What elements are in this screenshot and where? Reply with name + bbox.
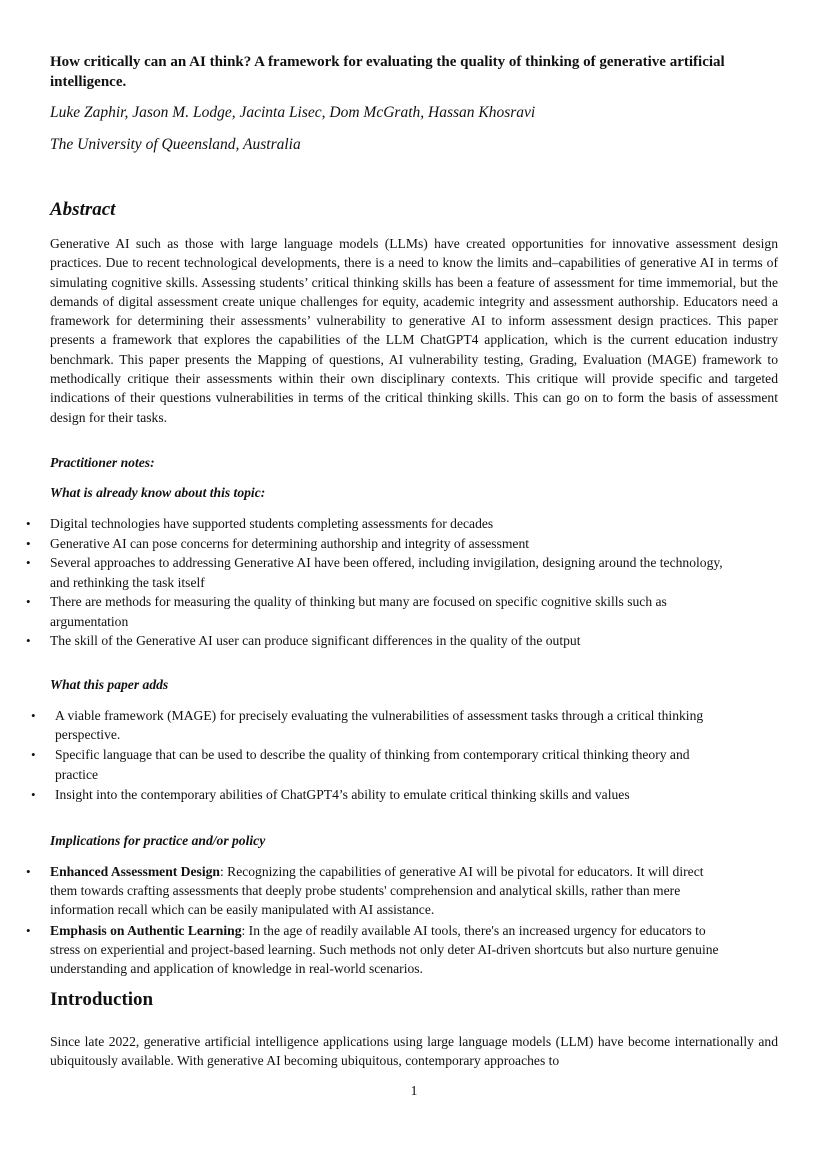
abstract-text: Generative AI such as those with large language models (LLMs) have created opportunities for innovative assessment design practices. Due to recent technological developments, there is a need to know the limits and–capabilities of generative AI in terms of simulating cognitive skills. Assessing students’ critical thinking skills has been a feature of assessment for time immemorial, but the demands of digital assessment create unique challenges for equity, academic integrity and assessment authorship. Educators need a framework for determining their assessments’ vulnerability to generative AI to inform assessment design practices. This paper presents a framework that explores the capabilities of the LLM ChatGPT4 application, which is the current education industry benchmark. This paper presents the Mapping of questions, AI vulnerability testing, Grading, Evaluation (MAGE) framework to methodically critique their assessments within their own disciplinary contexts. This critique will provide specific and targeted indications of their questions vulnerabilities in terms of the critical thinking skills. This can go on to form the basis of assessment design for their tasks. xyxy=(50,236,778,425)
list-item: • Digital technologies have supported students completing assessments for decades xyxy=(50,514,730,533)
bullet-icon: • xyxy=(31,708,36,723)
page-number: 1 xyxy=(410,1084,418,1099)
list-item: • The skill of the Generative AI user can produce significant differences in the quality of the output xyxy=(50,631,730,650)
author-list: Luke Zaphir, Jason M. Lodge, Jacinta Lisec, Dom McGrath, Hassan Khosravi xyxy=(50,104,536,121)
implications-list xyxy=(26,862,730,979)
list-item: • Generative AI can pose concerns for determining authorship and integrity of assessment xyxy=(50,534,730,553)
practitioner-notes-heading: Practitioner notes: xyxy=(50,455,155,470)
bullet-icon: • xyxy=(26,555,31,571)
introduction-text: Since late 2022, generative artificial intelligence applications using large language models (LLM) have become internationally and ubiquitously available. With generative AI becoming ubiquitous, contemporary approaches to xyxy=(50,1034,778,1069)
bullet-icon: • xyxy=(26,594,31,610)
bullet-icon: • xyxy=(26,922,31,938)
implications-heading: Implications for practice and/or policy xyxy=(50,833,266,848)
paper-adds-list xyxy=(31,706,735,805)
list-item: • Specific language that can be used to describe the quality of thinking from contemporary critical thinking theory and practice xyxy=(31,747,690,782)
list-item: • Enhanced Assessment Design: Recognizing the capabilities of generative AI will be pivotal for educators. It will direct them towards crafting assessments that deeply probe students' comprehension and analytical skills, rather than mere information recall which can be easily manipulated with AI assistance. xyxy=(26,864,704,918)
bullet-icon: • xyxy=(26,516,31,531)
affiliation: The University of Queensland, Australia xyxy=(50,136,301,153)
already-known-heading: What is already know about this topic: xyxy=(50,485,266,500)
bullet-icon: • xyxy=(26,535,31,551)
paper-title: How critically can an AI think? A framework for evaluating the quality of thinking of generative artificial intelligence. xyxy=(50,54,725,90)
list-item: • A viable framework (MAGE) for precisely evaluating the vulnerabilities of assessment tasks through a critical thinking perspective. xyxy=(31,708,704,743)
introduction-heading: Introduction xyxy=(50,989,154,1010)
bullet-icon: • xyxy=(31,786,36,802)
bullet-icon: • xyxy=(26,864,31,879)
item-lead: Emphasis on Authentic Learning xyxy=(50,922,242,938)
list-item: • Several approaches to addressing Generative AI have been offered, including invigilation, designing around the technology, and rethinking the task itself xyxy=(26,555,723,590)
bullet-icon: • xyxy=(26,633,31,649)
list-item: • There are methods for measuring the quality of thinking but many are focused on specific cognitive skills such as argumentation xyxy=(26,594,667,629)
list-item: • Insight into the contemporary abilities of ChatGPT4’s ability to emulate critical thinking skills and values xyxy=(55,785,735,804)
item-lead: Enhanced Assessment Design xyxy=(50,864,220,879)
already-known-list xyxy=(26,514,730,651)
abstract-heading: Abstract xyxy=(50,199,116,220)
paper-adds-heading: What this paper adds xyxy=(50,677,169,692)
bullet-icon: • xyxy=(31,747,36,763)
list-item: • Emphasis on Authentic Learning: In the age of readily available AI tools, there's an increased urgency for educators to stress on experiential and project-based learning. Such methods not only deter AI-driven shortcuts but also nurture genuine understanding and application of knowledge in real-world scenarios. xyxy=(26,922,719,977)
